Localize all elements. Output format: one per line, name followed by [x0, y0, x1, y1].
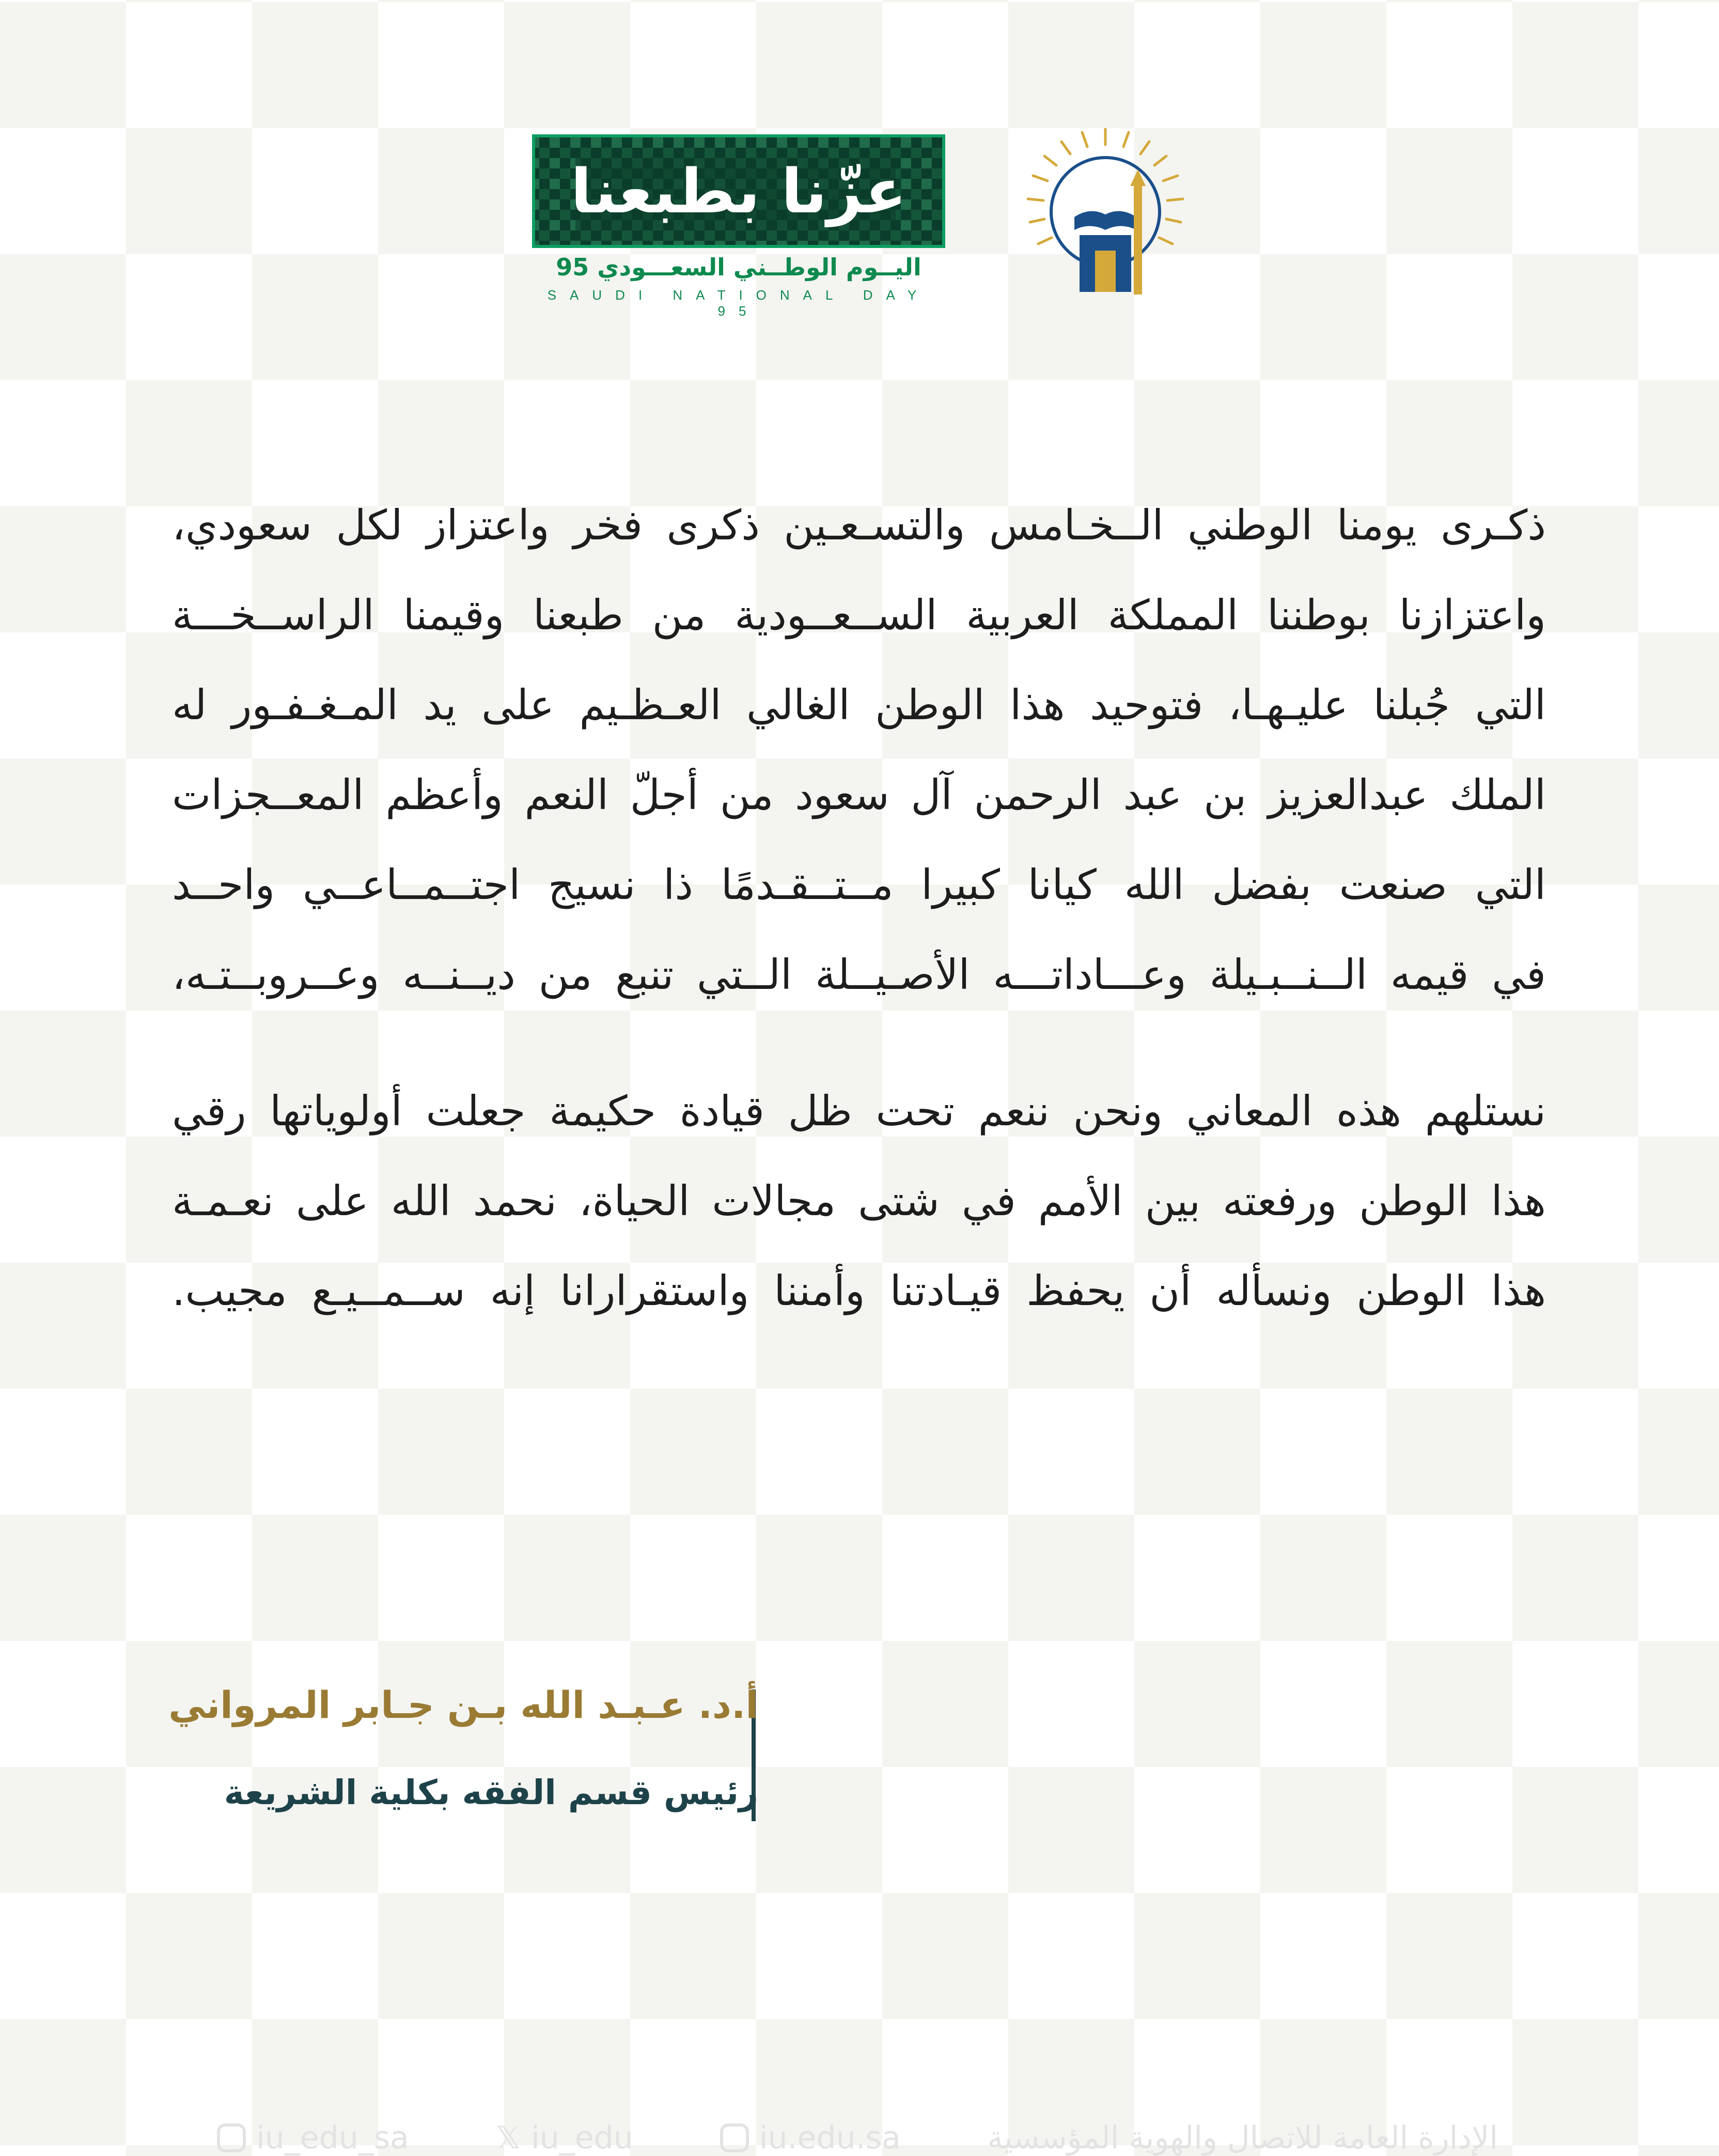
national-day-banner	[532, 134, 945, 248]
national-day-subtitle: اليــوم الوطــني السعـــودي 95	[556, 253, 921, 281]
text-line: التي صنعت بفضل الله كيانا كبيرا مــتــقـدمًا ذا نسيج اجتــمــاعــي واحــد	[172, 861, 1546, 909]
text-line: هذا الوطن ونسأله أن يحفظ قيـادتنا وأمننا واستقرارانا إنه ســمــيـع مجيب.	[172, 1267, 1546, 1315]
header	[0, 124, 1719, 331]
text-line: الملك عبدالعزيز بن عبد الرحمن آل سعود من أجلّ النعم وأعظم المعــجزات	[172, 771, 1546, 819]
text-line: في قيمه الــنــبـيلة وعـــاداتـــه الأصـيــلة الــتي تنبع من ديــنــه وعــروبــتـه،	[172, 951, 1546, 999]
signatory-title: رئيس قسم الفقه بكلية الشريعة	[224, 1773, 758, 1812]
national-day-title: عزّنا بطبعنا	[570, 156, 907, 227]
text-line: التي جُبلنا عليـهـا، فتوحيد هذا الوطن الغالي العـظـيم على يد المـغـفـور له	[172, 681, 1546, 729]
saudi-national-day-logo	[532, 134, 945, 319]
footer-instagram[interactable]	[217, 2120, 409, 2156]
national-day-english: SAUDI NATIONAL DAY 95	[547, 287, 930, 319]
text-line: نستلهم هذه المعاني ونحن ننعم تحت ظل قيادة حكيمة جعلت أولوياتها رقي	[172, 1087, 1546, 1135]
footer-x-text: iu_edu	[531, 2120, 633, 2156]
paragraph-2	[172, 1066, 1546, 1336]
footer-x-account[interactable]	[496, 2120, 633, 2156]
footer-department: الإدارة العامة للاتصال والهوية المؤسسية	[987, 2120, 1498, 2156]
signature-block	[168, 1674, 758, 1824]
text-line: واعتزازنا بوطننا المملكة العربية الســعــودية من طبعنا وقيمنا الراســخـــة	[172, 591, 1546, 639]
text-line: هذا الوطن ورفعته بين الأمم في شتى مجالات الحياة، نحمد الله على نعـمـة	[172, 1177, 1546, 1225]
globe-icon	[720, 2123, 749, 2152]
footer	[217, 2120, 1498, 2156]
signatory-name: أ.د. عـبـد الله بـن جـابر المرواني	[168, 1683, 758, 1727]
footer-website-text: iu.edu.sa	[759, 2120, 901, 2156]
paragraph-1	[172, 480, 1546, 1020]
footer-website[interactable]	[720, 2120, 901, 2156]
x-icon: 𝕏	[495, 2120, 521, 2156]
message-body	[172, 480, 1546, 1336]
text-line: ذكـرى يومنا الوطني الــخـامس والتسـعـين ذكرى فخر واعتزاز لكل سعودي،	[172, 501, 1546, 549]
footer-instagram-text: iu_edu_sa	[256, 2120, 409, 2156]
university-emblem-icon	[1012, 124, 1198, 310]
instagram-icon	[217, 2123, 246, 2152]
